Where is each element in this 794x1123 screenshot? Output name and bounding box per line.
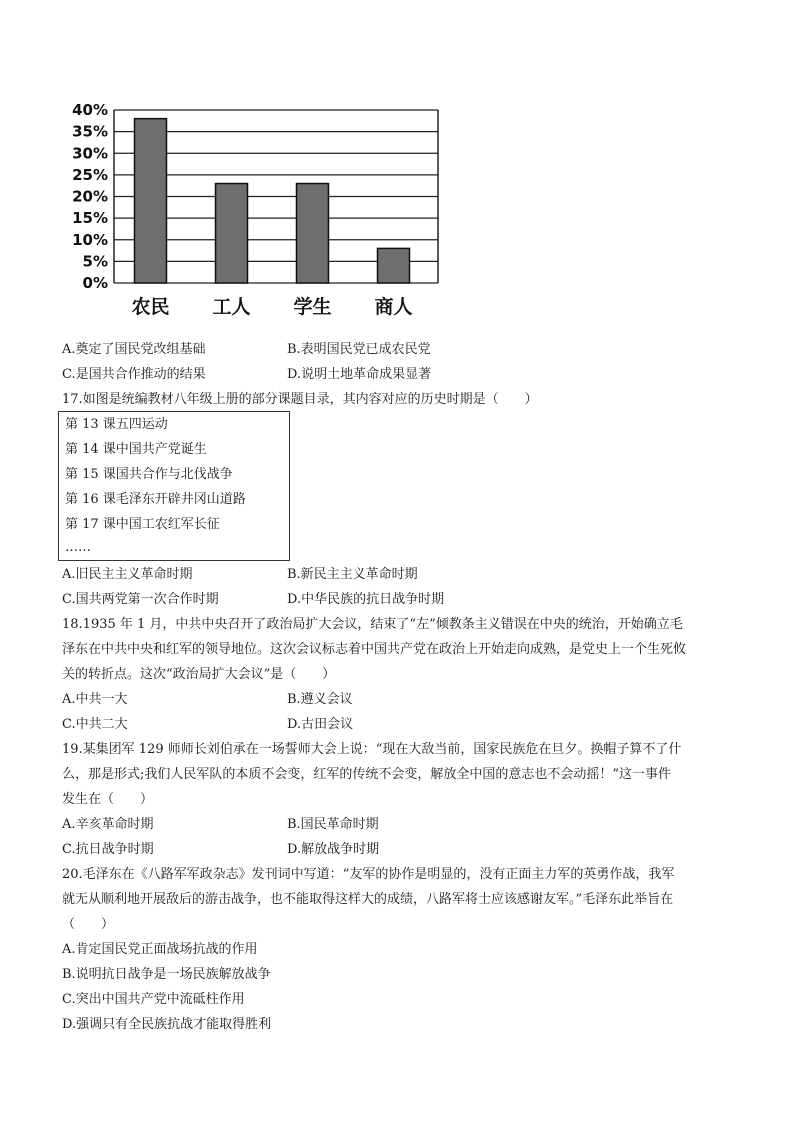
toc-item: 第 13 课五四运动	[65, 417, 168, 432]
toc-item: 第 14 课中国共产党诞生	[65, 442, 207, 457]
bar-商人	[378, 248, 410, 283]
y-tick-label: 25%	[72, 165, 108, 184]
y-tick-label: 0%	[82, 274, 108, 292]
bar-工人	[216, 184, 248, 283]
q18-line: 18.1935 年 1 月，中共中央召开了政治局扩大会议，结束了“左”倾教条主义错误在中央的统治，开始确立毛	[62, 617, 683, 632]
bar-学生	[297, 184, 329, 283]
q18-line: 关的转折点。这次“政治局扩大会议”是（ ）	[62, 667, 336, 682]
y-tick-label: 40%	[72, 101, 108, 119]
toc-box	[58, 411, 290, 561]
x-tick-labels	[131, 295, 412, 318]
q17-option-a: A.旧民主主义革命时期	[62, 567, 193, 582]
toc-item: 第 17 课中国工农红军长征	[65, 517, 220, 532]
q16-option-b: B.表明国民党已成农民党	[287, 342, 431, 357]
q17-option-c: C.国共两党第一次合作时期	[62, 592, 219, 607]
x-tick-label: 农民	[131, 296, 170, 318]
y-tick-label: 30%	[72, 144, 108, 163]
q19-option-c: C.抗日战争时期	[62, 842, 154, 857]
y-tick-label: 35%	[72, 122, 108, 141]
q18-option-b: B.遵义会议	[287, 692, 353, 707]
x-tick-label: 学生	[293, 296, 332, 318]
q18-option-d: D.古田会议	[287, 717, 354, 732]
q20-option-c: C.突出中国共产党中流砥柱作用	[62, 992, 245, 1007]
q19-line: 19.某集团军 129 师师长刘伯承在一场誓师大会上说：“现在大敌当前，国家民族危在旦夕。换帽子算不了什	[62, 742, 682, 757]
chart-bars	[135, 119, 410, 283]
toc-item: ……	[65, 540, 91, 555]
y-tick-label: 20%	[72, 187, 108, 206]
q19-line: 么，那是形式;我们人民军队的本质不会变，红军的传统不会变，解放全中国的意志也不会动摇！”这一事件	[62, 767, 672, 782]
q18-option-a: A.中共一大	[62, 692, 128, 707]
bar-chart	[60, 98, 450, 328]
q16-option-c: C.是国共合作推动的结果	[62, 367, 206, 382]
q20-option-d: D.强调只有全民族抗战才能取得胜利	[62, 1017, 272, 1032]
q19-line: 发生在（ ）	[62, 792, 154, 807]
q19-option-b: B.国民革命时期	[287, 817, 379, 832]
y-tick-labels	[72, 101, 108, 292]
toc-item: 第 16 课毛泽东开辟井冈山道路	[65, 492, 246, 507]
q16-option-a: A.奠定了国民党改组基础	[62, 342, 206, 357]
q20-option-b: B.说明抗日战争是一场民族解放战争	[62, 967, 271, 982]
y-tick-label: 10%	[72, 230, 108, 249]
q19-option-d: D.解放战争时期	[287, 842, 380, 857]
toc-item: 第 15 课国共合作与北伐战争	[65, 467, 233, 482]
q18-option-c: C.中共二大	[62, 717, 128, 732]
q20-option-a: A.肯定国民党正面战场抗战的作用	[62, 942, 258, 957]
x-tick-label: 工人	[212, 296, 251, 318]
q20-line: 就无从顺利地开展敌后的游击战争，也不能取得这样大的成绩，八路军将士应该感谢友军。”毛泽东此举旨在	[62, 892, 674, 907]
bar-农民	[135, 119, 167, 283]
y-tick-label: 5%	[82, 252, 108, 271]
q19-option-a: A.辛亥革命时期	[62, 817, 154, 832]
q16-option-d: D.说明土地革命成果显著	[287, 367, 432, 382]
q17-option-b: B.新民主主义革命时期	[287, 567, 418, 582]
q20-line: （ ）	[62, 917, 115, 932]
q17-option-d: D.中华民族的抗日战争时期	[287, 592, 445, 607]
y-tick-label: 15%	[72, 209, 108, 228]
x-tick-label: 商人	[374, 296, 413, 318]
q17-stem: 17.如图是统编教材八年级上册的部分课题目录，其内容对应的历史时期是（ ）	[62, 392, 538, 407]
q20-line: 20.毛泽东在《八路军军政杂志》发刊词中写道：“友军的协作是明显的，没有正面主力军的英勇作战，我军	[62, 867, 675, 882]
q18-line: 泽东在中共中央和红军的领导地位。这次会议标志着中国共产党在政治上开始走向成熟，是党史上一个生死攸	[62, 642, 687, 657]
